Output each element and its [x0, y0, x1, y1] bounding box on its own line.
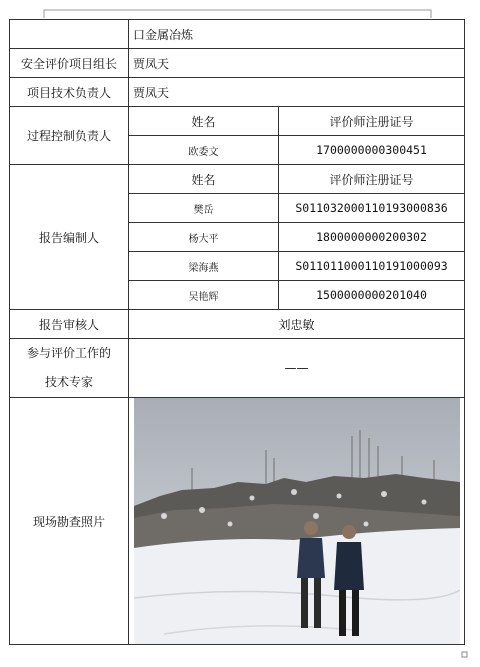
tech-lead-row: [10, 78, 465, 107]
cert-number: S011011000110191000093: [279, 252, 465, 281]
team-lead-value: 贾凤天: [129, 49, 465, 78]
site-photo-cell: [129, 398, 465, 645]
evaluation-personnel-table: [9, 19, 465, 645]
site-photo-row: [10, 398, 465, 645]
project-row: [10, 20, 465, 49]
experts-value: ——: [129, 339, 465, 398]
person-name: 梁海燕: [129, 252, 279, 281]
process-control-header-row: [10, 107, 465, 136]
person-name: 欧委文: [129, 136, 279, 165]
tech-lead-value: 贾凤天: [129, 78, 465, 107]
cert-number: 1700000000300451: [279, 136, 465, 165]
name-header: 姓名: [129, 107, 279, 136]
cert-number: 1500000000201040: [279, 281, 465, 310]
experts-row: [10, 339, 465, 398]
project-field: 口金属冶炼: [129, 20, 465, 49]
cert-header: 评价师注册证号: [279, 165, 465, 194]
cert-header: 评价师注册证号: [279, 107, 465, 136]
site-photo-label: 现场勘查照片: [10, 398, 129, 645]
person-name: 吴艳辉: [129, 281, 279, 310]
team-lead-label: 安全评价项目组长: [10, 49, 129, 78]
process-control-label: 过程控制负责人: [10, 107, 129, 165]
reviewer-row: [10, 310, 465, 339]
blank-cell: [10, 20, 129, 49]
team-lead-row: [10, 49, 465, 78]
tech-lead-label: 项目技术负责人: [10, 78, 129, 107]
person-name: 杨大平: [129, 223, 279, 252]
site-survey-photo: [134, 398, 460, 644]
reviewer-value: 刘忠敏: [129, 310, 465, 339]
report-prep-header-row: [10, 165, 465, 194]
person-name: 樊岳: [129, 194, 279, 223]
report-prep-label: 报告编制人: [10, 165, 129, 310]
reviewer-label: 报告审核人: [10, 310, 129, 339]
name-header: 姓名: [129, 165, 279, 194]
cert-number: S011032000110193000836: [279, 194, 465, 223]
cert-number: 1800000000200302: [279, 223, 465, 252]
experts-label: 参与评价工作的技术专家: [10, 339, 129, 398]
